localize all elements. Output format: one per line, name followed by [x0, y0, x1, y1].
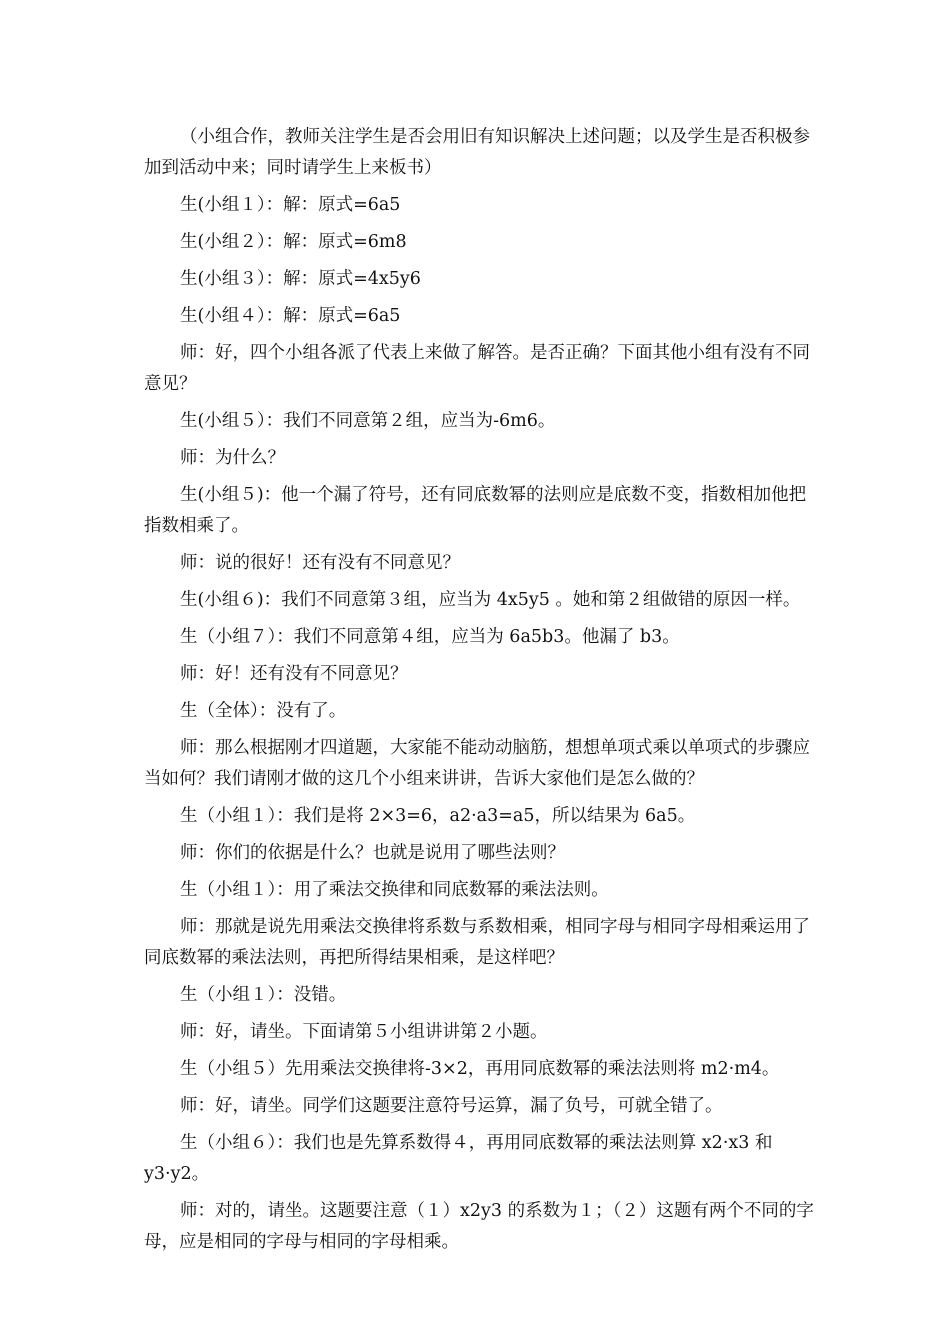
paragraph: 生（小组５）先用乘法交换律将-3×2，再用同底数幂的乘法法则将 m2·m4。 — [180, 1059, 780, 1079]
paragraph: 生(小组１）：解：原式=6a5 — [180, 195, 401, 215]
paragraph: 生(小组２）：解：原式=6m8 — [180, 232, 407, 252]
paragraph: 生（小组７）：我们不同意第４组，应当为 6a5b3。他漏了 b3。 — [180, 627, 680, 647]
paragraph: 师：好，四个小组各派了代表上来做了解答。是否正确？下面其他小组有没有不同意见？ — [144, 343, 810, 394]
paragraph: 师：你们的依据是什么？也就是说用了哪些法则？ — [180, 843, 565, 863]
paragraph: 师：那就是说先用乘法交换律将系数与系数相乘，相同字母与相同字母相乘运用了同底数幂的乘法法则，再把所得结果相乘，是这样吧？ — [144, 917, 810, 968]
paragraph: （小组合作，教师关注学生是否会用旧有知识解决上述问题；以及学生是否积极参加到活动中来；同时请学生上来板书） — [144, 127, 810, 178]
paragraph: 师：说的很好！还有没有不同意见？ — [180, 553, 460, 573]
document-body — [144, 122, 816, 1264]
paragraph: 生(小组６)：我们不同意第３组，应当为 4x5y5 。她和第２组做错的原因一样。 — [180, 590, 801, 610]
paragraph: 师：好，请坐。下面请第５小组讲讲第２小题。 — [180, 1022, 548, 1042]
paragraph: 生(小组５）：我们不同意第２组，应当为-6m6。 — [180, 411, 556, 431]
paragraph: 生（小组１）：我们是将 2×3=6，a2·a3=a5，所以结果为 6a5。 — [180, 806, 696, 826]
paragraph: 生（小组１）：用了乘法交换律和同底数幂的乘法法则。 — [180, 880, 609, 900]
paragraph: 生（小组６）：我们也是先算系数得４，再用同底数幂的乘法法则算 x2·x3 和 y3·y2。 — [144, 1133, 773, 1184]
paragraph: 生(小组４）：解：原式=6a5 — [180, 306, 401, 326]
paragraph: 师：好！还有没有不同意见？ — [180, 664, 408, 684]
paragraph: 生（小组１）：没错。 — [180, 985, 347, 1005]
paragraph: 师：好，请坐。同学们这题要注意符号运算，漏了负号，可就全错了。 — [180, 1096, 723, 1116]
paragraph: 师：那么根据刚才四道题，大家能不能动动脑筋，想想单项式乘以单项式的步骤应当如何？我们请刚才做的这几个小组来讲讲，告诉大家他们是怎么做的？ — [144, 738, 810, 789]
paragraph: 生（全体）：没有了。 — [180, 701, 347, 721]
paragraph: 生(小组３）：解：原式=4x5y6 — [180, 269, 421, 289]
paragraph: 生(小组５)：他一个漏了符号，还有同底数幂的法则应是底数不变，指数相加他把指数相乘了。 — [144, 485, 807, 536]
paragraph: 师：为什么？ — [180, 448, 285, 468]
paragraph: 师：对的，请坐。这题要注意（１）x2y3 的系数为１；（２）这题有两个不同的字母，应是相同的字母与相同的字母相乘。 — [144, 1201, 814, 1252]
